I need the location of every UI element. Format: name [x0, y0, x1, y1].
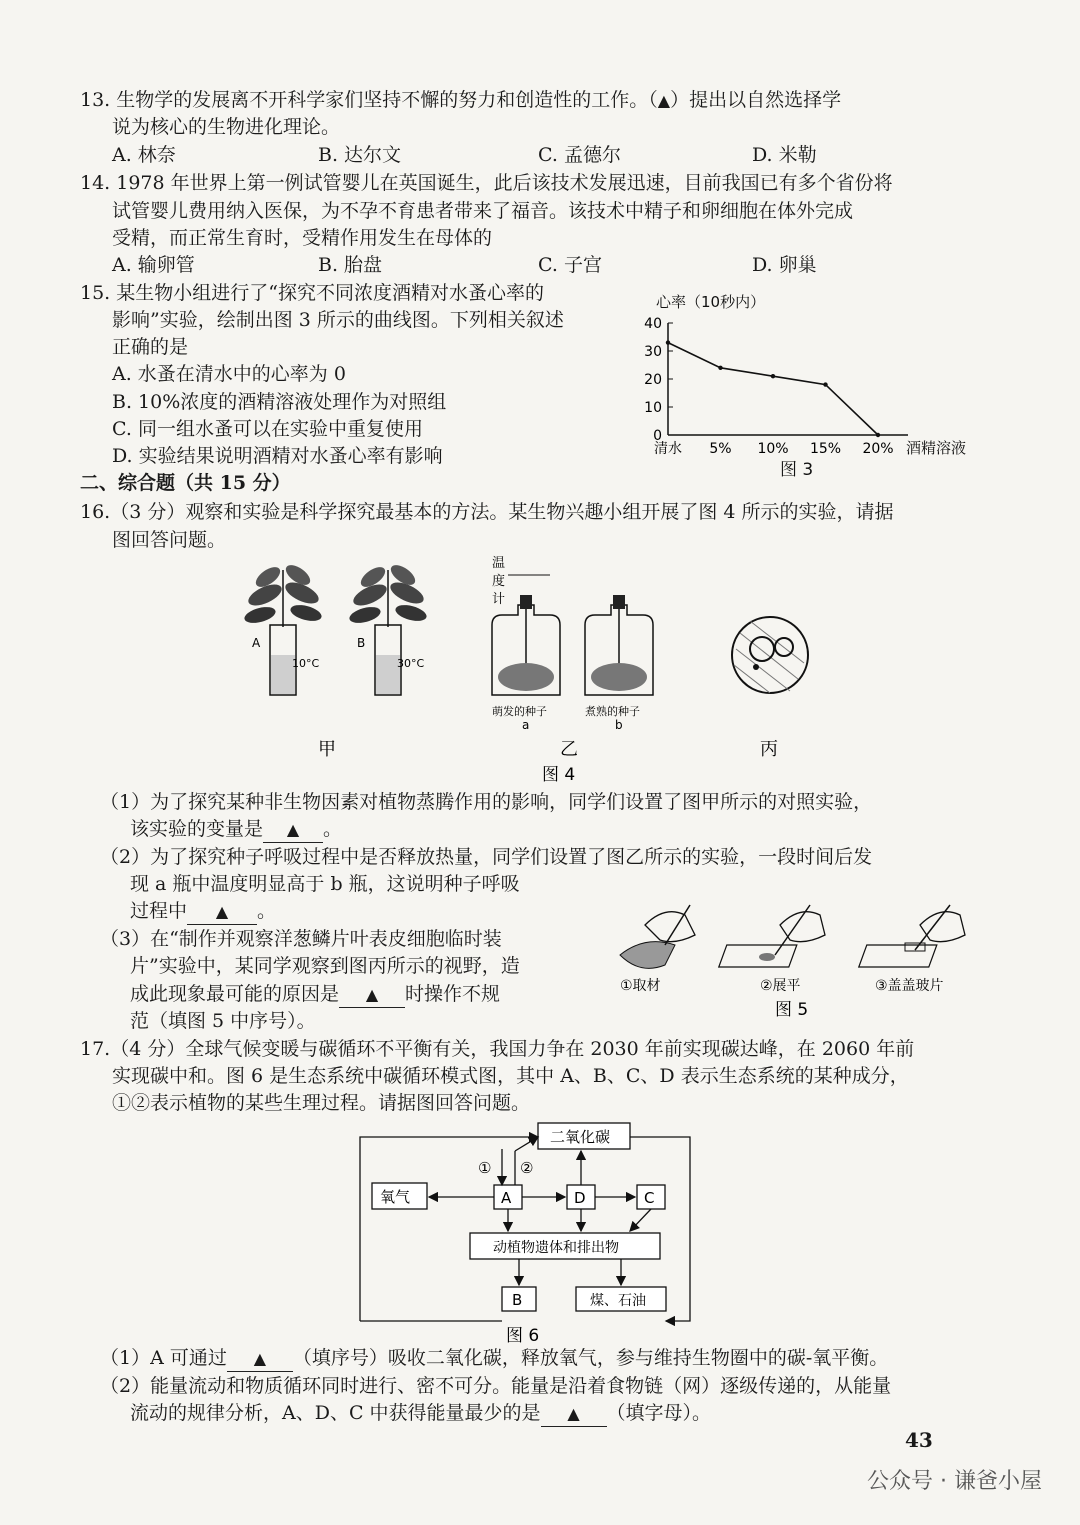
- process-2: ②: [520, 1159, 534, 1177]
- q16-sub1-line1: （1）为了探究某种非生物因素对植物蒸腾作用的影响，同学们设置了图甲所示的对照实验，: [100, 791, 873, 813]
- plant-a-label: A: [252, 636, 261, 650]
- bottle-a-illustration: [492, 595, 560, 695]
- q14-option-d: D. 卵巢: [752, 254, 817, 276]
- q16-sub2-line1: （2）为了探究种子呼吸过程中是否释放热量，同学们设置了图乙所示的实验，一段时间后发: [100, 846, 873, 868]
- figure-6: [350, 1115, 710, 1345]
- q15-option-b: B. 10%浓度的酒精溶液处理作为对照组: [112, 391, 447, 413]
- y-tick-label: 40: [644, 316, 662, 332]
- chart-xlabel: 酒精溶液: [906, 439, 967, 457]
- bottle-b-label: 煮熟的种子: [585, 705, 640, 718]
- thermometer-label-2: 度: [492, 574, 506, 589]
- q14-line1: 14. 1978 年世界上第一例试管婴儿在英国诞生，此后该技术发展迅速，目前我国已有多个省份将: [80, 172, 893, 194]
- q16-sub3-line4: 范（填图 5 中序号）。: [130, 1010, 316, 1032]
- q16-sub2-answer-blank[interactable]: ▲: [187, 900, 257, 925]
- q17-line2: 实现碳中和。图 6 是生态系统中碳循环模式图，其中 A、B、C、D 表示生态系统的某种成分，: [112, 1065, 909, 1087]
- y-tick-label: 30: [644, 344, 662, 360]
- figure-4: [230, 555, 830, 785]
- q15-line1: 15. 某生物小组进行了“探究不同浓度酒精对水蚤心率的: [80, 282, 544, 304]
- section2-title: 二、综合题（共 15 分）: [80, 472, 291, 494]
- q16-sub3-answer-blank[interactable]: ▲: [339, 983, 405, 1008]
- data-point: [771, 374, 775, 378]
- q13-option-d: D. 米勒: [752, 144, 817, 166]
- node-d: D: [574, 1189, 586, 1207]
- o2-box: 氧气: [380, 1188, 411, 1206]
- figure-5: [605, 895, 985, 1030]
- node-c: C: [644, 1189, 655, 1207]
- node-a: A: [501, 1189, 512, 1207]
- bottle-a-label: 萌发的种子: [492, 705, 547, 718]
- y-tick-label: 10: [644, 400, 662, 416]
- x-tick-label: 5%: [709, 441, 732, 457]
- heart-rate-chart: [620, 285, 1020, 485]
- q15-option-c: C. 同一组水蚤可以在实验中重复使用: [112, 418, 423, 440]
- fig4-label-jia: 甲: [318, 739, 336, 760]
- bottle-b-letter: b: [615, 718, 623, 732]
- q17-sub1: （1）A 可通过 ▲ （填序号）吸收二氧化碳，释放氧气，参与维持生物圈中的碳-氧平衡。: [100, 1346, 888, 1372]
- plant-a-temp: 10°C: [292, 657, 320, 670]
- q16-sub3-line2: 片”实验中，某同学观察到图丙所示的视野，造: [130, 955, 520, 977]
- step-1-illustration: [620, 905, 695, 968]
- fig4-label-bing: 丙: [760, 739, 778, 760]
- x-tick-label: 15%: [809, 441, 842, 457]
- y-tick-label: 20: [644, 372, 662, 388]
- plant-b-label: B: [357, 636, 366, 650]
- q14-option-c: C. 子宫: [538, 254, 602, 276]
- q16-sub3-line1: （3）在“制作并观察洋葱鳞片叶表皮细胞临时装: [100, 928, 502, 950]
- q16-sub1-answer-blank[interactable]: ▲: [263, 818, 323, 843]
- q17-sub2-line2: 流动的规律分析，A、D、C 中获得能量最少的是 ▲ （填字母）。: [130, 1401, 711, 1427]
- process-1: ①: [478, 1159, 492, 1177]
- q17-sub1-answer-blank[interactable]: ▲: [227, 1347, 293, 1372]
- q13-option-c: C. 孟德尔: [538, 144, 621, 166]
- microscope-view-illustration: [732, 617, 808, 693]
- page-number: 43: [905, 1428, 933, 1452]
- chart-series-line: [668, 343, 878, 435]
- remains-box: 动植物遗体和排出物: [493, 1240, 619, 1256]
- q15-option-d: D. 实验结果说明酒精对水蚤心率有影响: [112, 445, 443, 467]
- q13-line1: 13. 生物学的发展离不开科学家们坚持不懈的努力和创造性的工作。（▲）提出以自然选择学: [80, 89, 842, 111]
- q14-line3: 受精，而正常生育时，受精作用发生在母体的: [112, 227, 493, 249]
- data-point: [876, 433, 880, 437]
- q16-line1: 16.（3 分）观察和实验是科学探究最基本的方法。某生物兴趣小组开展了图 4 所示的实验，请据: [80, 501, 894, 523]
- data-point: [823, 382, 827, 386]
- q16-line2: 图回答问题。: [112, 529, 227, 551]
- chart-caption: 图 3: [780, 460, 814, 480]
- q17-line3: ①②表示植物的某些生理过程。请据图回答问题。: [112, 1092, 531, 1114]
- step-3-label: ③盖盖玻片: [875, 978, 944, 994]
- fig4-label-yi: 乙: [560, 739, 578, 760]
- fig4-caption: 图 4: [542, 765, 576, 785]
- q13-option-b: B. 达尔文: [318, 144, 402, 166]
- q16-sub1-line2: 该实验的变量是 ▲ 。: [130, 817, 342, 843]
- co2-box: 二氧化碳: [550, 1128, 611, 1146]
- step-2-label: ②展平: [760, 978, 801, 994]
- data-point: [718, 366, 722, 370]
- q16-sub3-line3: 成此现象最可能的原因是 ▲ 时操作不规: [130, 982, 500, 1008]
- q16-sub2-line2: 现 a 瓶中温度明显高于 b 瓶，这说明种子呼吸: [130, 873, 520, 895]
- x-tick-label: 清水: [654, 441, 682, 457]
- q13-option-a: A. 林奈: [112, 144, 176, 166]
- q16-sub2-line3: 过程中 ▲ 。: [130, 899, 276, 925]
- q13-line2: 说为核心的生物进化理论。: [112, 116, 341, 138]
- fig5-caption: 图 5: [775, 1000, 809, 1020]
- q14-option-b: B. 胎盘: [318, 254, 383, 276]
- thermometer-label-1: 温: [492, 556, 506, 571]
- x-tick-label: 20%: [862, 441, 894, 457]
- bottle-b-illustration: [585, 595, 653, 695]
- q15-line3: 正确的是: [112, 336, 189, 358]
- node-b: B: [512, 1291, 523, 1309]
- step-2-illustration: [719, 905, 825, 967]
- q17-sub2-answer-blank[interactable]: ▲: [541, 1402, 607, 1427]
- watermark: 公众号 · 谦爸小屋: [867, 1469, 1042, 1494]
- fig6-caption: 图 6: [506, 1326, 540, 1345]
- q14-option-a: A. 输卵管: [112, 254, 195, 276]
- chart-ylabel: 心率（10秒内）: [656, 293, 766, 311]
- data-point: [666, 340, 670, 344]
- plant-b-temp: 30°C: [397, 657, 425, 670]
- q14-line2: 试管婴儿费用纳入医保，为不孕不育患者带来了福音。该技术中精子和卵细胞在体外完成: [112, 200, 854, 222]
- q15-option-a: A. 水蚤在清水中的心率为 0: [112, 363, 346, 385]
- x-tick-label: 10%: [757, 441, 789, 457]
- q17-sub2-line1: （2）能量流动和物质循环同时进行、密不可分。能量是沿着食物链（网）逐级传递的，从能量: [100, 1375, 892, 1397]
- step-1-label: ①取材: [620, 978, 661, 994]
- plant-a-illustration: [243, 561, 324, 695]
- step-3-illustration: [859, 905, 965, 967]
- plant-b-illustration: [348, 561, 429, 695]
- thermometer-label-3: 计: [492, 592, 506, 607]
- fossil-box: 煤、石油: [590, 1293, 646, 1309]
- y-tick-label: 0: [653, 428, 662, 444]
- q17-line1: 17.（4 分）全球气候变暖与碳循环不平衡有关，我国力争在 2030 年前实现碳达峰，在 2060 年前: [80, 1038, 915, 1060]
- bottle-a-letter: a: [522, 718, 530, 732]
- q15-line2: 影响”实验，绘制出图 3 所示的曲线图。下列相关叙述: [112, 309, 564, 331]
